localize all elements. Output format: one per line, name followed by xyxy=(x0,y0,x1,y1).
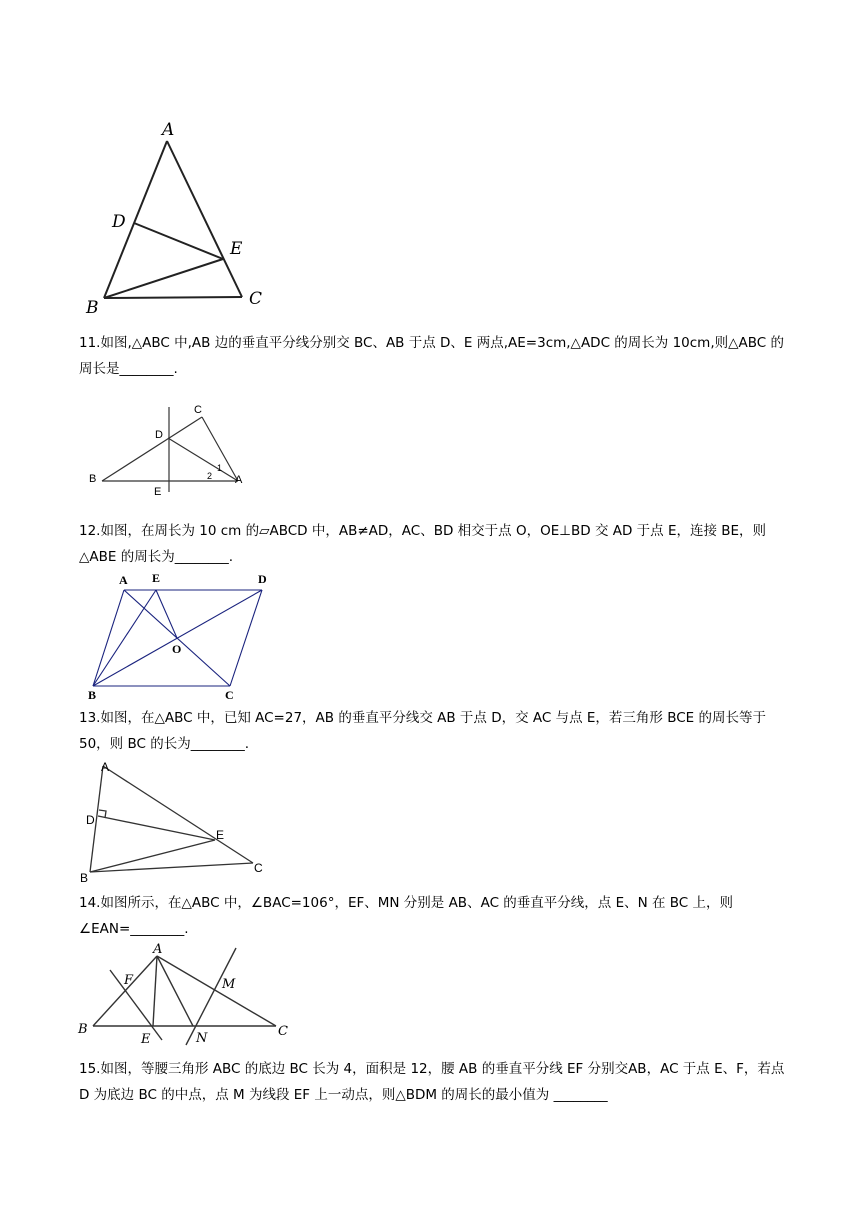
figure-q11 xyxy=(80,398,260,498)
label-c: C xyxy=(194,404,202,416)
label-b: B xyxy=(86,298,99,318)
segment-de xyxy=(98,816,215,840)
label-a: A xyxy=(101,760,110,774)
label-c: C xyxy=(249,289,263,309)
label-d: D xyxy=(258,572,267,586)
segment-bc xyxy=(104,297,242,298)
figure-q13 xyxy=(80,758,270,886)
figure-q10 xyxy=(80,115,290,318)
label-c: C xyxy=(278,1024,288,1039)
label-d: D xyxy=(155,429,163,441)
diagonal-bd xyxy=(93,590,262,686)
label-n: N xyxy=(196,1031,208,1046)
label-e: E xyxy=(216,828,225,842)
label-a: A xyxy=(119,573,128,587)
label-angle-2: 2 xyxy=(207,471,213,481)
label-angle-1: 1 xyxy=(217,463,223,473)
label-a: A xyxy=(235,474,243,486)
figure-q12 xyxy=(80,568,280,703)
label-f: F xyxy=(124,973,134,988)
segment-be xyxy=(90,840,215,872)
label-b: B xyxy=(80,871,89,885)
question-12: 12.如图，在周长为 10 cm 的▱ABCD 中，AB≠AD，AC、BD 相交于点 O，OE⊥BD 交 AD 于点 E，连接 BE，则△ABE 的周长为________. xyxy=(79,523,767,565)
label-c: C xyxy=(225,688,234,702)
label-m: M xyxy=(222,977,236,992)
segment-bc xyxy=(90,863,253,872)
segment-dc xyxy=(230,590,262,686)
label-e: E xyxy=(230,239,243,259)
segment-eo xyxy=(156,590,177,638)
segment-ac xyxy=(103,766,253,863)
label-a: A xyxy=(162,120,175,140)
figure-q14 xyxy=(76,942,296,1048)
segment-be xyxy=(93,590,156,686)
bisector-mn xyxy=(186,948,236,1045)
label-e: E xyxy=(152,571,161,585)
label-b: B xyxy=(88,688,97,702)
label-o: O xyxy=(172,642,182,656)
label-b: B xyxy=(89,473,97,485)
label-e: E xyxy=(154,486,162,498)
question-11: 11.如图,△ABC 中,AB 边的垂直平分线分别交 BC、AB 于点 D、E 两点,AE=3cm,△ADC 的周长为 10cm,则△ABC 的周长是________. xyxy=(79,335,784,377)
question-14: 14.如图所示，在△ABC 中，∠BAC=106°，EF、MN 分别是 AB、AC 的垂直平分线，点 E、N 在 BC 上，则∠EAN=________. xyxy=(79,895,734,937)
question-13: 13.如图，在△ABC 中，已知 AC=27，AB 的垂直平分线交 AB 于点 D，交 AC 与点 E，若三角形 BCE 的周长等于 50，则 BC 的长为________. xyxy=(79,710,766,752)
segment-ae xyxy=(153,956,157,1026)
label-e: E xyxy=(141,1032,151,1047)
question-15: 15.如图，等腰三角形 ABC 的底边 BC 长为 4，面积是 12，腰 AB 的垂直平分线 EF 分别交AB，AC 于点 E、F，若点 D 为底边 BC 的中点，点 M 为线段 EF 上一动点，则△BDM 的周长的最小值为 ________ xyxy=(79,1061,785,1103)
segment-be xyxy=(104,259,223,298)
label-c: C xyxy=(254,861,263,875)
segment-da xyxy=(168,438,238,481)
label-d: D xyxy=(86,813,95,827)
label-d: D xyxy=(112,212,126,232)
label-b: B xyxy=(78,1022,88,1037)
label-a: A xyxy=(153,942,163,957)
